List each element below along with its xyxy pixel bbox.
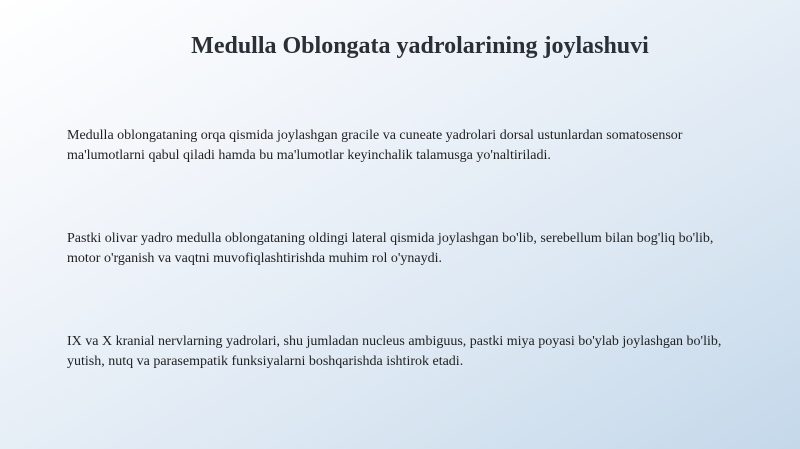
paragraph-dorsal-nuclei: Medulla oblongataning orqa qismida joylashgan gracile va cuneate yadrolari dorsal ustunlardan somatosensor ma'lumotlarni qabul qiladi hamda bu ma'lumotlar keyinchalik talamusga yo'naltiriladi. xyxy=(67,128,683,163)
slide-title: Medulla Oblongata yadrolarining joylashuvi xyxy=(191,33,649,59)
paragraph-cranial-nerve-nuclei: IX va X kranial nervlarning yadrolari, shu jumladan nucleus ambiguus, pastki miya poyasi bo'ylab joylashgan bo'lib, yutish, nutq va parasempatik funksiyalarni boshqarishda ishtirok etadi. xyxy=(67,334,722,369)
paragraph-olivary-nucleus: Pastki olivar yadro medulla oblongataning oldingi lateral qismida joylashgan bo'lib, serebellum bilan bog'liq bo'lib, motor o'rganish va vaqtni muvofiqlashtirishda muhim rol o'ynaydi. xyxy=(67,231,714,266)
